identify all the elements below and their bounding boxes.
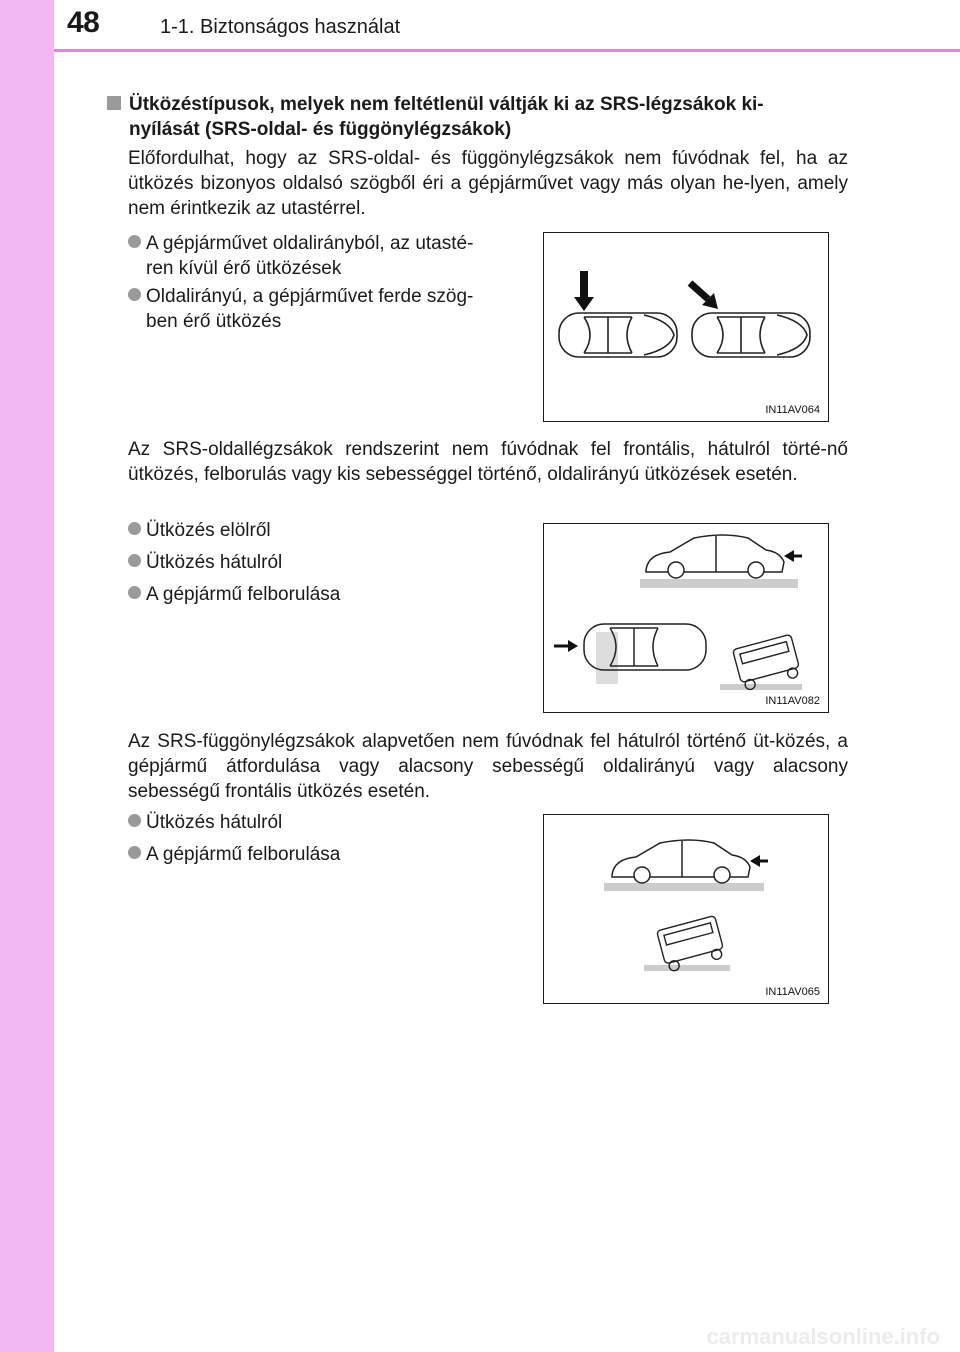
subsection-heading bbox=[107, 92, 849, 142]
car-side-view-icon bbox=[612, 840, 750, 883]
curtain-airbag-cases-illustration bbox=[544, 815, 828, 1003]
square-bullet-icon bbox=[107, 96, 121, 110]
figure-side-impact bbox=[543, 232, 829, 422]
list-item bbox=[128, 842, 340, 867]
list-item-text: Ütközés hátulról bbox=[146, 552, 283, 573]
ground-icon bbox=[604, 883, 764, 891]
chapter-sidebar-tab bbox=[0, 0, 54, 1352]
figure-side-airbag-cases bbox=[543, 523, 829, 713]
list-item-text: ren kívül érő ütközések bbox=[146, 258, 342, 279]
list-item-text: ben érő ütközés bbox=[146, 311, 282, 332]
impact-arrow-icon bbox=[574, 271, 594, 311]
bullet-icon bbox=[128, 288, 141, 301]
heading-line-2: nyílását (SRS-oldal- és függönylégzsákok) bbox=[129, 119, 512, 140]
impact-arrow-icon bbox=[690, 283, 718, 309]
ground-icon bbox=[720, 684, 802, 690]
side-airbag-cases-illustration bbox=[544, 524, 828, 712]
header-rule bbox=[54, 49, 960, 52]
ground-icon bbox=[644, 965, 730, 971]
car-top-view-icon bbox=[559, 313, 677, 357]
curtain-airbag-paragraph: Az SRS-függönylégzsákok alapvetően nem fúvódnak fel hátulról történő üt-közés, a gépjármű átfordulása vagy alacsony sebességű oldalirányú vagy alacsony sebességű frontális ütközés esetén. bbox=[128, 731, 848, 802]
figure-code: IN11AV065 bbox=[765, 986, 820, 998]
impact-arrow-icon bbox=[784, 550, 802, 562]
figure-code: IN11AV082 bbox=[765, 695, 820, 707]
bullet-icon bbox=[128, 235, 141, 248]
ground-icon bbox=[640, 579, 798, 588]
intro-paragraph: Előfordulhat, hogy az SRS-oldal- és függönylégzsákok nem fúvódnak fel, ha az ütközés bizonyos oldalsó szögből éri a gépjárművet vagy más olyan he-lyen, amely nem érintkezik az utastérrel. bbox=[128, 148, 848, 219]
bullet-icon bbox=[128, 586, 141, 599]
figure-code: IN11AV064 bbox=[765, 404, 820, 416]
section-title: 1-1. Biztonságos használat bbox=[160, 16, 401, 38]
heading-line-1: Ütközéstípusok, melyek nem feltétlenül váltják ki az SRS-légzsákok ki- bbox=[129, 94, 764, 115]
list-item-text: A gépjárművet oldalirányból, az utasté- bbox=[146, 233, 474, 254]
car-side-view-icon bbox=[646, 535, 784, 578]
bullet-icon bbox=[128, 554, 141, 567]
list-item bbox=[128, 284, 520, 334]
bullet-icon bbox=[128, 814, 141, 827]
list-item bbox=[128, 550, 282, 575]
rollover-car-icon bbox=[733, 634, 802, 691]
side-airbag-paragraph: Az SRS-oldallégzsákok rendszerint nem fúvódnak fel frontális, hátulról törté-nő ütközés, felborulás vagy kis sebességgel történő, oldalirányú ütközések esetén. bbox=[128, 439, 848, 485]
rollover-car-icon bbox=[657, 916, 726, 973]
list-item-text: A gépjármű felborulása bbox=[146, 844, 341, 865]
watermark: carmanualsonline.info bbox=[706, 1324, 940, 1349]
figure-curtain-airbag-cases bbox=[543, 814, 829, 1004]
list-item bbox=[128, 518, 271, 543]
list-item-text: A gépjármű felborulása bbox=[146, 584, 341, 605]
list-item-text: Ütközés elölről bbox=[146, 520, 271, 541]
impact-arrow-icon bbox=[750, 855, 768, 867]
bullet-icon bbox=[128, 846, 141, 859]
side-impact-illustration bbox=[544, 233, 828, 421]
list-item-text: Ütközés hátulról bbox=[146, 812, 283, 833]
car-top-view-icon bbox=[692, 313, 810, 357]
impact-arrow-icon bbox=[554, 640, 578, 652]
list-item-text: Oldalirányú, a gépjárművet ferde szög- bbox=[146, 286, 474, 307]
page-number: 48 bbox=[67, 6, 100, 39]
list-item bbox=[128, 810, 282, 835]
list-item bbox=[128, 582, 340, 607]
list-item bbox=[128, 231, 520, 281]
bullet-icon bbox=[128, 522, 141, 535]
